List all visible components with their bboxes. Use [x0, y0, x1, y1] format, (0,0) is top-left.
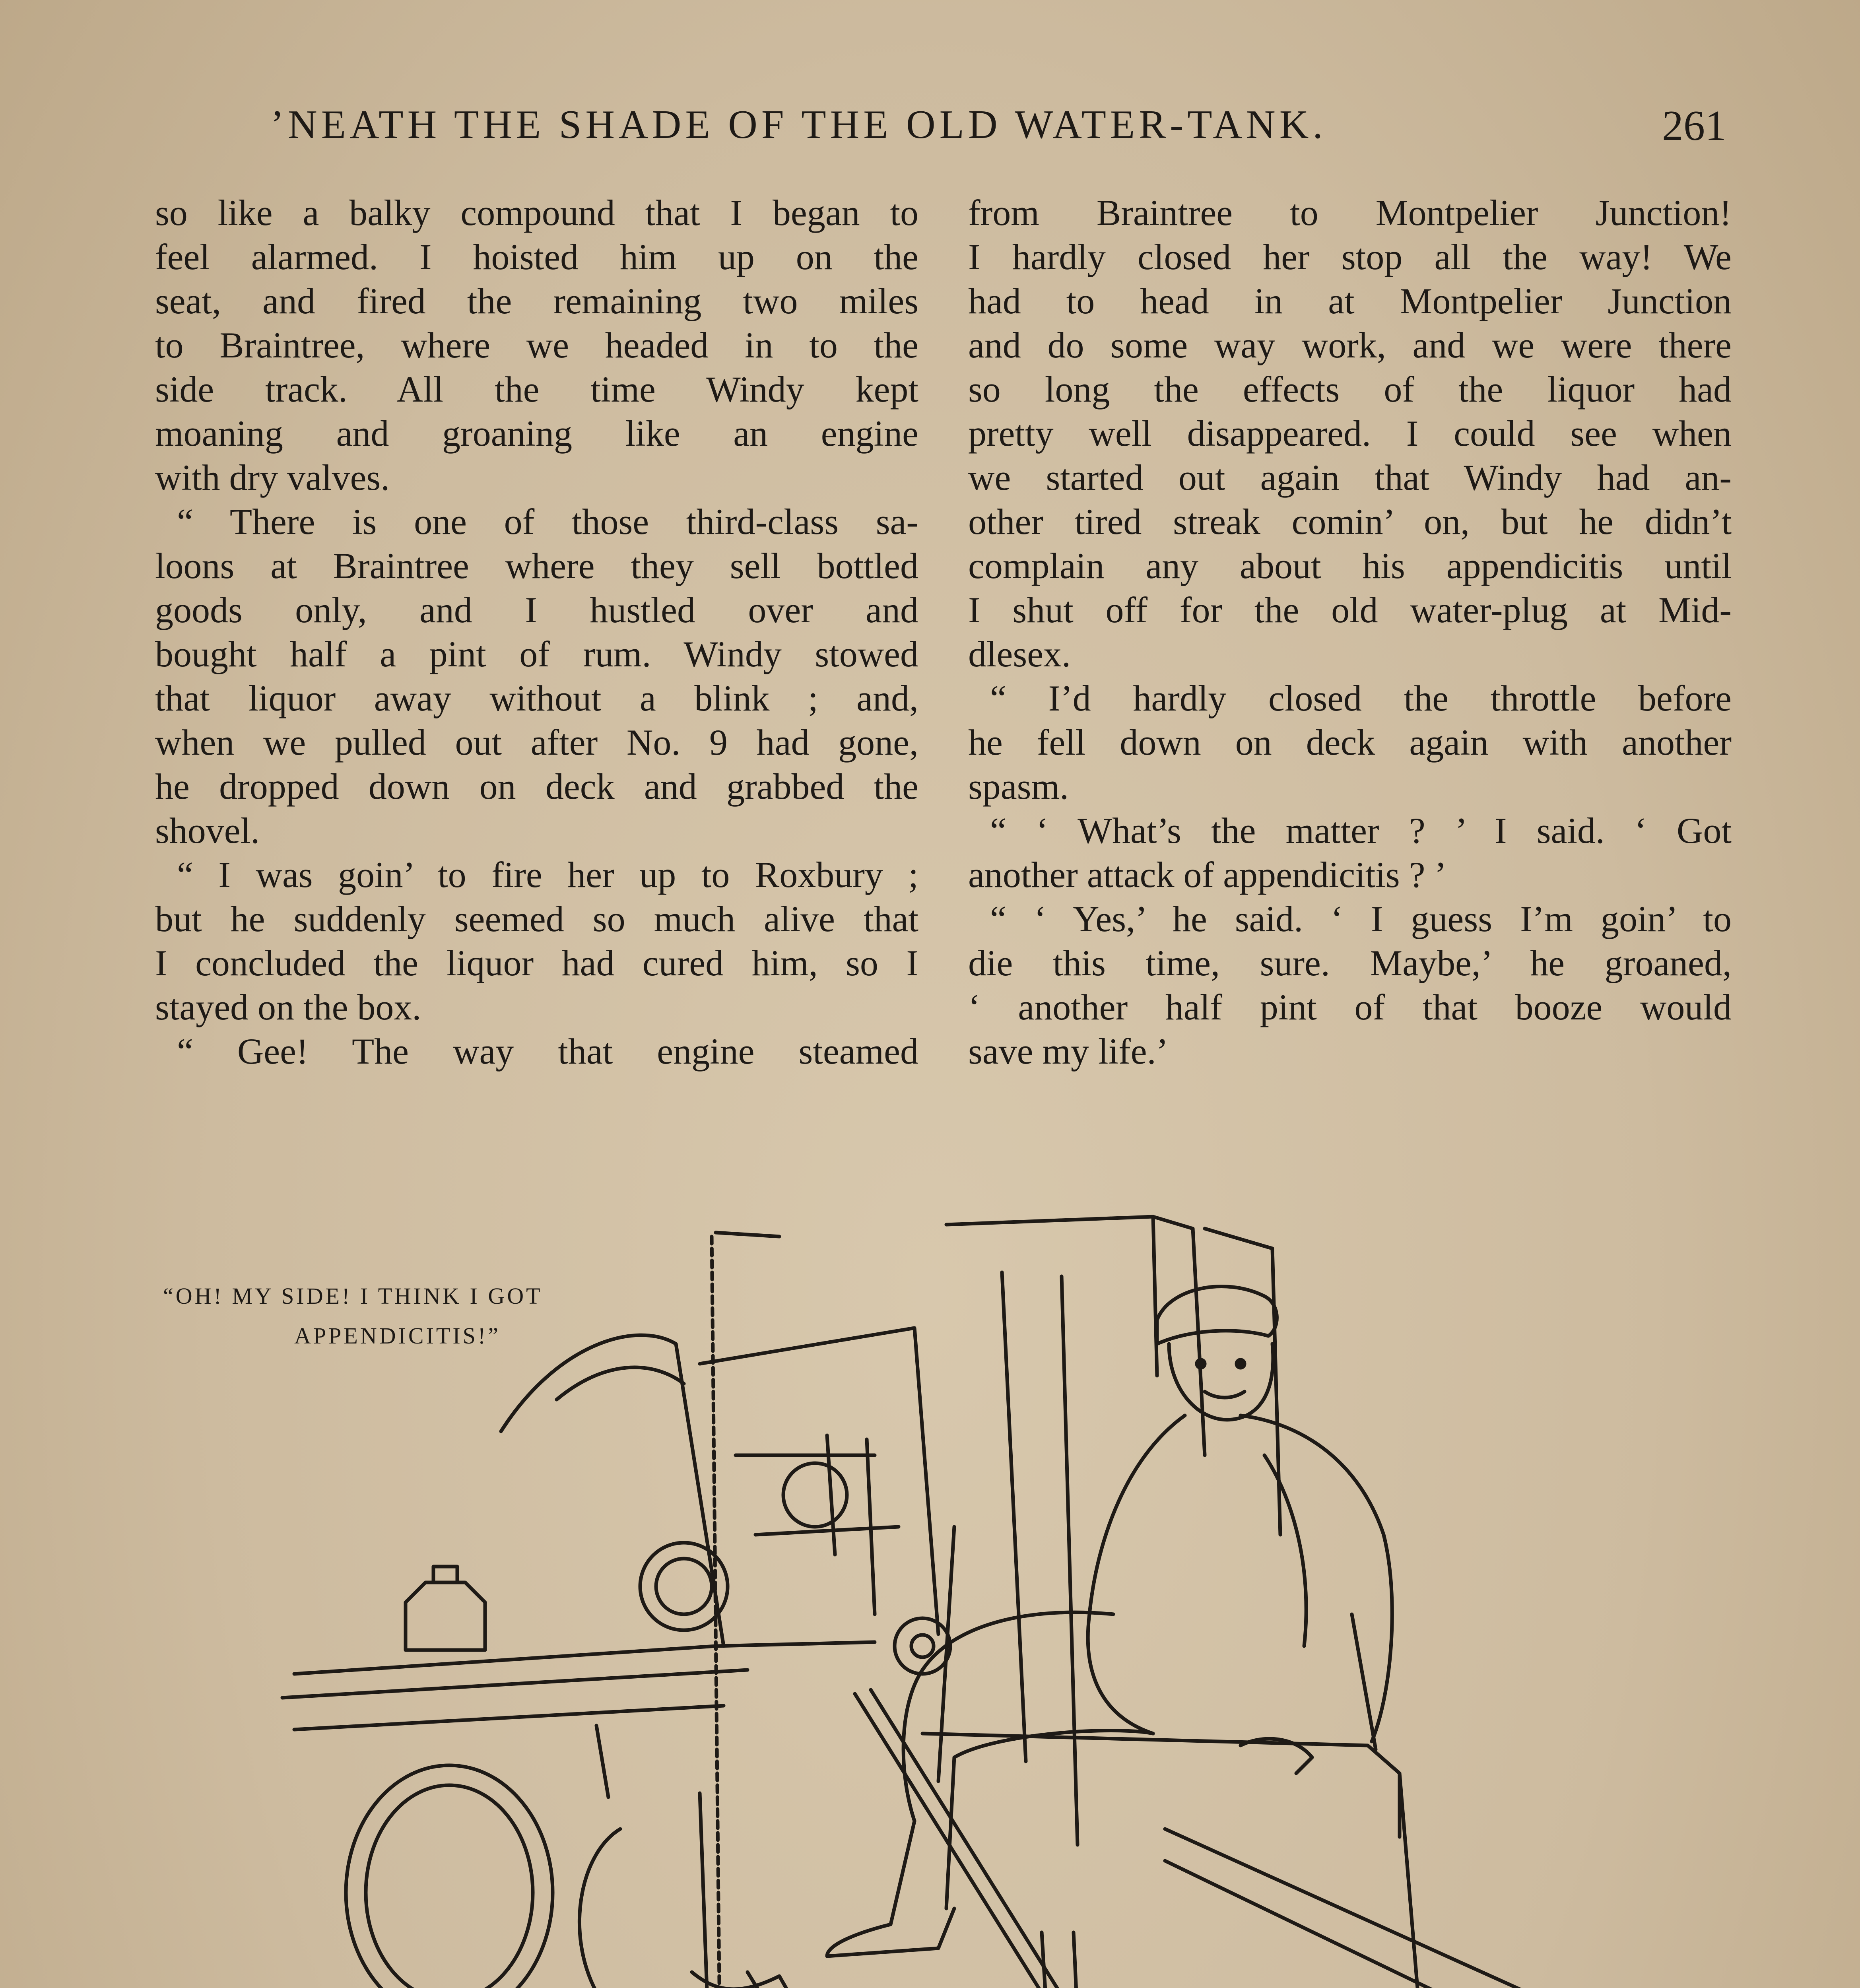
text-line: side track. All the time Windy kept: [155, 369, 918, 410]
text-line: so long the effects of the liquor had: [968, 369, 1732, 410]
text-line: had to head in at Montpelier Junction: [968, 281, 1732, 321]
text-line: pretty well disappeared. I could see when: [968, 413, 1732, 454]
text-line: when we pulled out after No. 9 had gone,: [155, 722, 918, 763]
cab-structure: [282, 1217, 1555, 1988]
text-line: save my life.’: [968, 1031, 1169, 1072]
text-line: but he suddenly seemed so much alive that: [155, 899, 918, 939]
text-line: so like a balky compound that I began to: [155, 192, 918, 233]
text-line: complain any about his appendicitis until: [968, 546, 1732, 586]
text-line: he fell down on deck again with another: [968, 722, 1732, 763]
text-line: we started out again that Windy had an-: [968, 457, 1732, 498]
text-line: “ I was goin’ to fire her up to Roxbury ;: [177, 854, 918, 895]
text-line: loons at Braintree where they sell bottled: [155, 546, 918, 586]
text-line: and do some way work, and we were there: [968, 325, 1732, 365]
text-line: moaning and groaning like an engine: [155, 413, 918, 454]
left-text-column: [155, 191, 918, 1105]
text-line: feel alarmed. I hoisted him up on the: [155, 237, 918, 277]
caption-line: APPENDICITIS!”: [294, 1323, 501, 1349]
fireman-seat: [922, 1614, 1419, 1988]
text-line: to Braintree, where we headed in to the: [155, 325, 918, 365]
text-line: with dry valves.: [155, 457, 390, 498]
locomotive-cab-illustration: [278, 1177, 1622, 1988]
text-line: another attack of appendicitis ? ’: [968, 854, 1447, 895]
text-line: that liquor away without a blink ; and,: [155, 678, 918, 718]
text-line: I hardly closed her stop all the way! We: [968, 237, 1732, 277]
text-line: he dropped down on deck and grabbed the: [155, 766, 918, 807]
text-line: dlesex.: [968, 634, 1071, 674]
text-line: stayed on the box.: [155, 987, 421, 1027]
right-text-column: [968, 191, 1732, 1105]
firebox-door: [346, 1726, 708, 1988]
text-line: from Braintree to Montpelier Junction!: [968, 192, 1732, 233]
text-line: seat, and fired the remaining two miles: [155, 281, 918, 321]
text-line: I shut off for the old water-plug at Mid-: [968, 590, 1732, 630]
text-line: shovel.: [155, 810, 260, 851]
text-line: spasm.: [968, 766, 1069, 807]
text-line: “ Gee! The way that engine steamed: [177, 1031, 918, 1072]
text-line: bought half a pint of rum. Windy stowed: [155, 634, 918, 674]
text-line: “ ‘ What’s the matter ? ’ I said. ‘ Got: [990, 810, 1732, 851]
running-head-title: ’NEATH THE SHADE OF THE OLD WATER-TANK.: [270, 102, 1327, 147]
text-line: I concluded the liquor had cured him, so I: [155, 943, 918, 983]
text-line: “ There is one of those third-class sa-: [177, 501, 918, 542]
caption-line: “OH! MY SIDE! I THINK I GOT: [163, 1283, 543, 1309]
text-line: goods only, and I hustled over and: [155, 590, 918, 630]
text-line: ‘ another half pint of that booze would: [968, 987, 1732, 1027]
text-line: die this time, sure. Maybe,’ he groaned,: [968, 943, 1732, 983]
running-head: [0, 101, 1860, 149]
page-number: 261: [1662, 102, 1726, 149]
text-line: other tired streak comin’ on, but he didn’t: [968, 501, 1732, 542]
text-line: “ ‘ Yes,’ he said. ‘ I guess I’m goin’ to: [990, 899, 1732, 939]
text-line: “ I’d hardly closed the throttle before: [990, 678, 1732, 718]
